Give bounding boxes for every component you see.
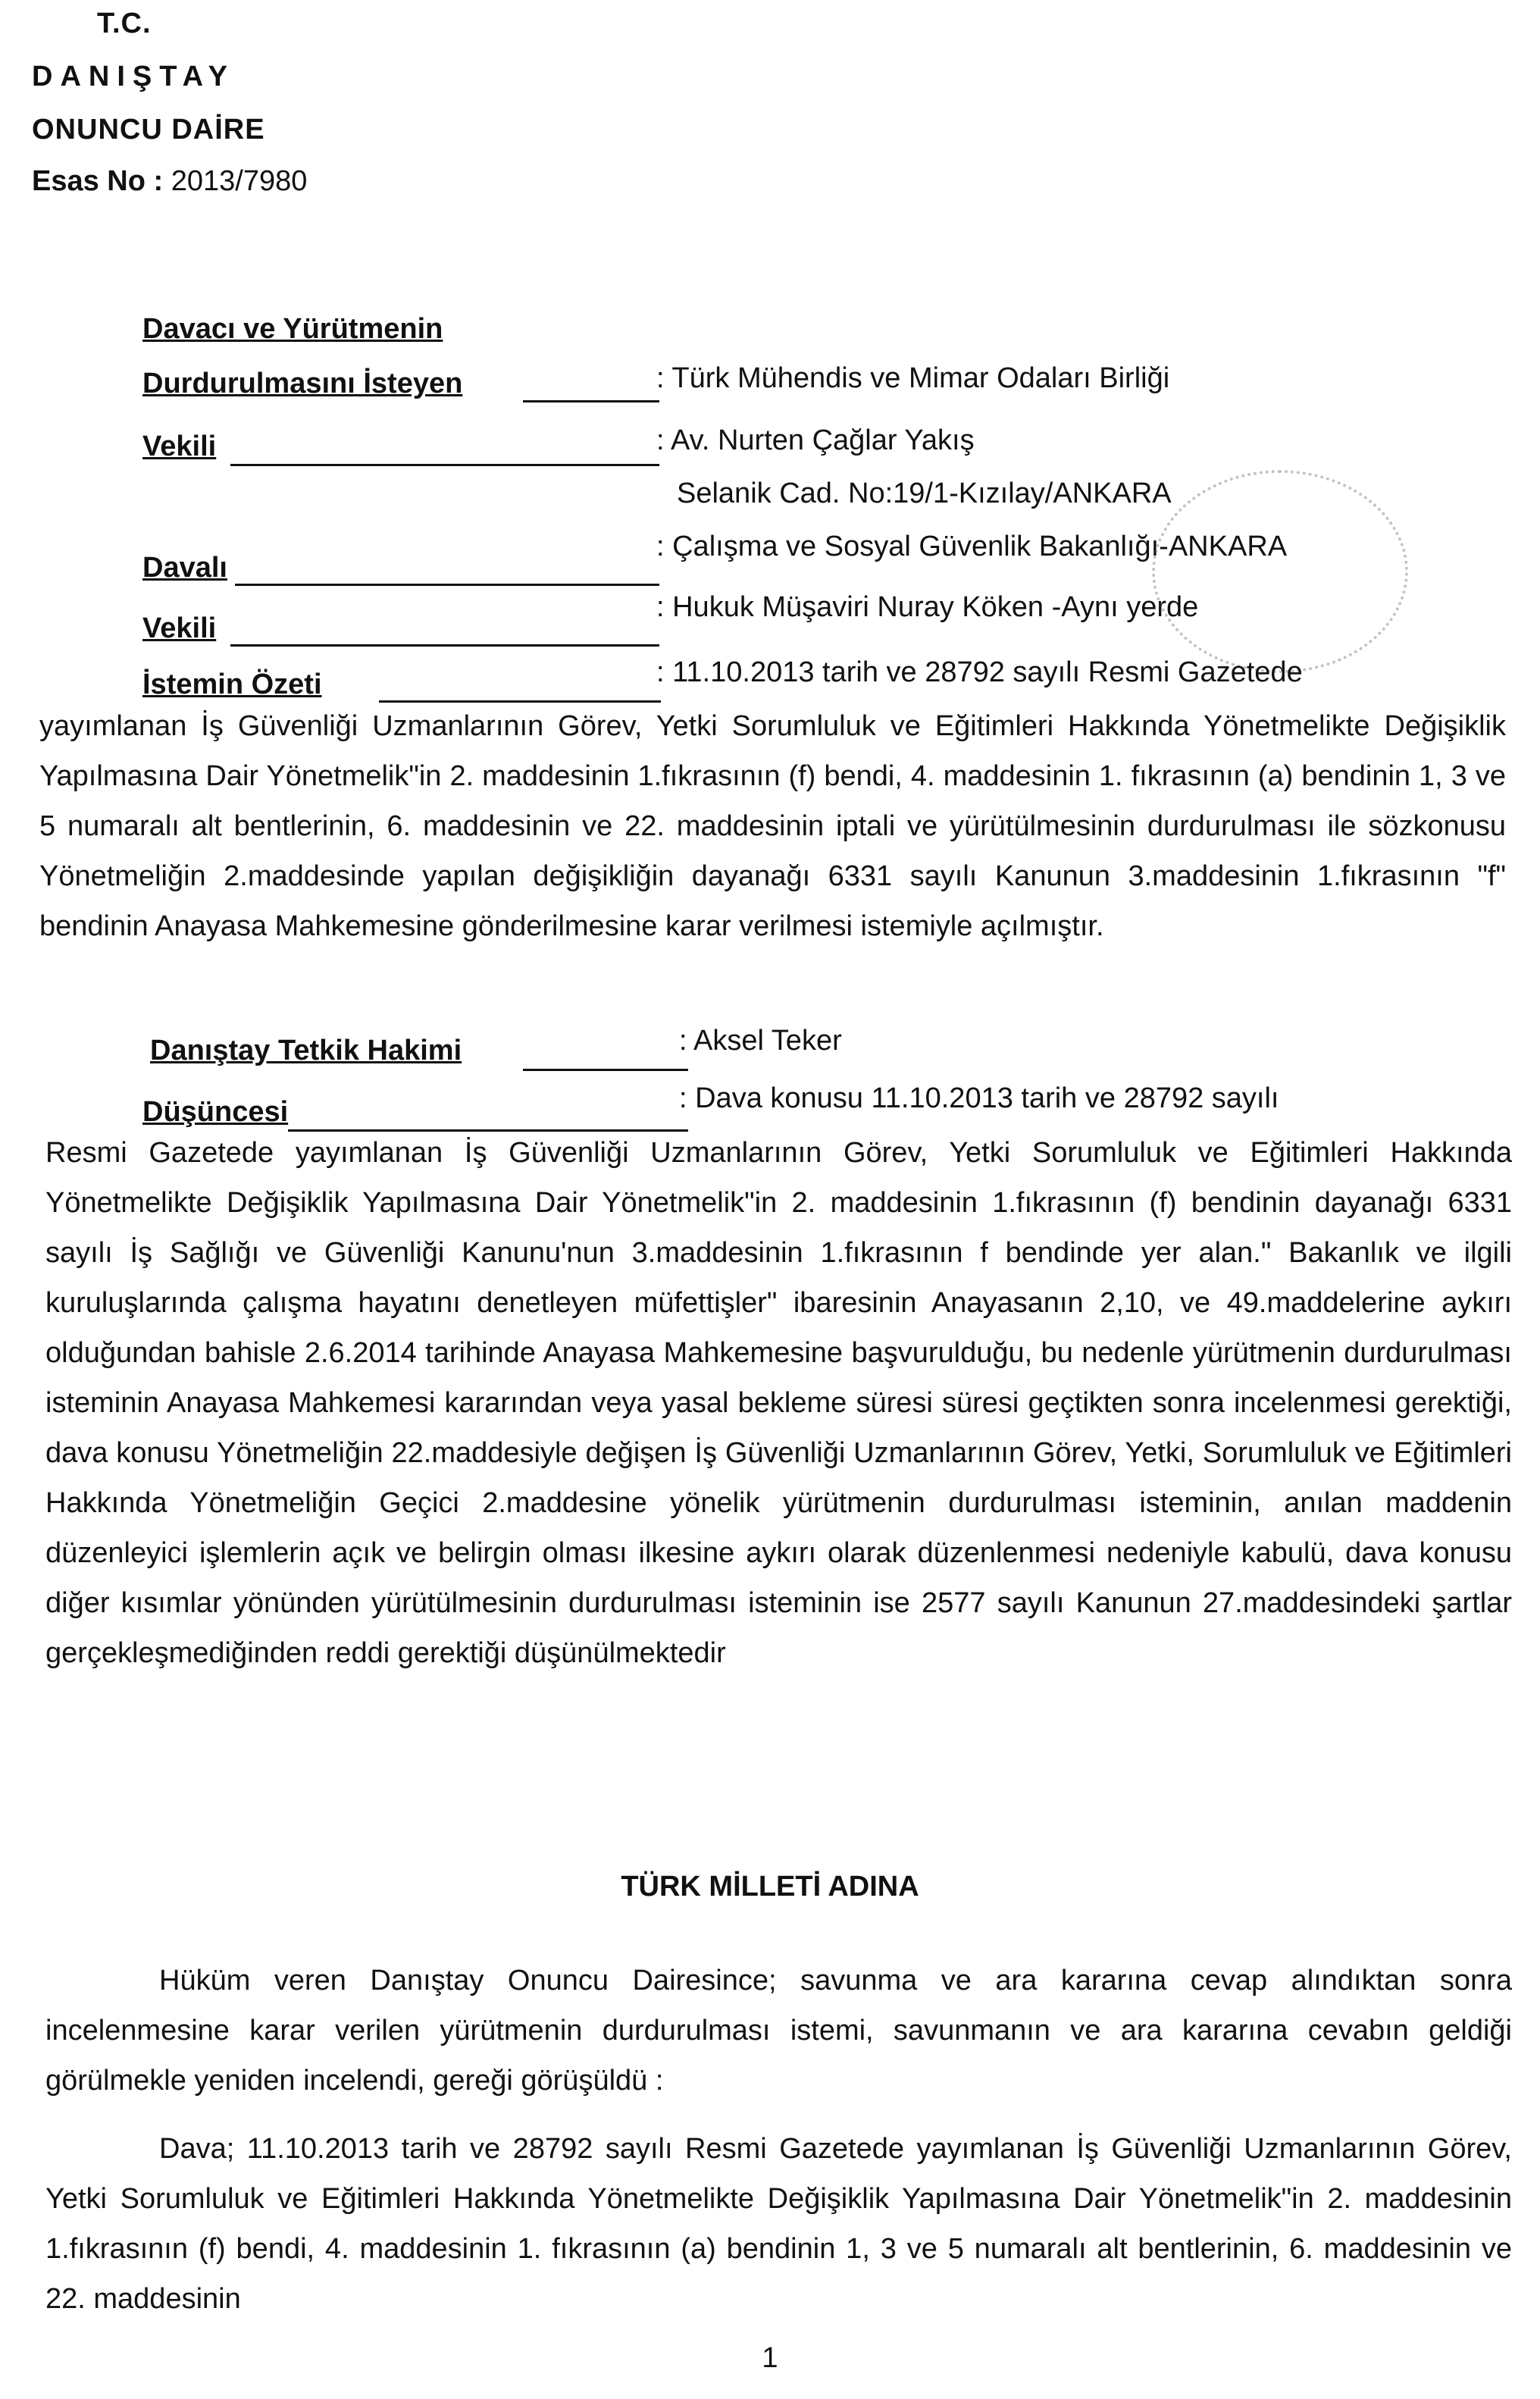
- decision-paragraph-2: Dava; 11.10.2013 tarih ve 28792 sayılı Resmi Gazetede yayımlanan İş Güvenliği Uzmanlarının Görev, Yetki Sorumluluk ve Eğitimleri Hakkında Yönetmelikte Değişiklik Yapılmasına Dair Yönetmelik"in 2. maddesinin 1.fıkrasının (f) bendi, 4. maddesinin 1. fıkrasının (a) bendinin 1, 3 ve 5 numaralı alt bentlerinin, 6. maddesinin ve 22. maddesinin: [45, 2133, 1512, 2315]
- opinion-text: Resmi Gazetede yayımlanan İş Güvenliği Uzmanlarının Görev, Yetki Sorumluluk ve Eğitimleri Hakkında Yönetmelikte Değişiklik Yapılmasına Dair Yönetmelik"in 2. maddesinin 1.fıkrasının (f) bendinin dayanağı 6331 sayılı İş Sağlığı ve Güvenliği Kanunu'nun 3.maddesinin 1.fıkrasının f bendinde yer alan." Bakanlık ve ilgili kuruluşlarında çalışma hayatını denetleyen müfettişler" ibaresinin Anayasanın 2,10, ve 49.maddelerine aykırı olduğundan bahisle 2.6.2014 tarihinde Anayasa Mahkemesine başvurulduğu, bu nedenle yürütmenin durdurulması isteminin Anayasa Mahkemesi kararından veya yasal bekleme süresi süresi geçtikten sonra incelenmesi gerektiği, dava konusu Yönetmeliğin 22.maddesiyle değişen İş Güvenliği Uzmanlarının Görev, Yetki, Sorumluluk ve Eğitimleri Hakkında Yönetmeliğin Geçici 2.maddesine yönelik yürütmenin durdurulması isteminin, anılan maddenin düzenleyici işlemlerin açık ve belirgin olması ilkesine aykırı olarak düzenlenmesi nedeniyle kabulü, dava konusu diğer kısımlar yönünden yürütülmesinin durdurulması isteminin ise 2577 sayılı Kanunun 27.maddesindeki şartlar gerçekleşmediğinden reddi gerektiği düşünülmektedir: [45, 1137, 1512, 1669]
- summary-text: yayımlanan İş Güvenliği Uzmanlarının Görev, Yetki Sorumluluk ve Eğitimleri Hakkında Yönetmelikte Değişiklik Yapılmasına Dair Yönetmelik"in 2. maddesinin 1.fıkrasının (f) bendi, 4. maddesinin 1. fıkrasının (a) bendinin 1, 3 ve 5 numaralı alt bentlerinin, 6. maddesinin ve 22. maddesinin iptali ve yürütülmesinin durdurulması ile sözkonusu Yönetmeliğin 2.maddesinde yapılan değişikliğin dayanağı 6331 sayılı Kanunun 3.maddesinin 1.fıkrasının "f" bendinin Anayasa Mahkemesine gönderilmesine karar verilmesi istemiyle açılmıştır.: [39, 710, 1506, 942]
- plaintiff-rep-value: : Av. Nurten Çağlar Yakış: [656, 424, 975, 456]
- plaintiff-rep-address: Selanik Cad. No:19/1-Kızılay/ANKARA: [677, 478, 1172, 509]
- opinion-label: Düşüncesi: [142, 1096, 289, 1128]
- header-court: DANIŞTAY: [32, 61, 235, 92]
- page-number: 1: [762, 2342, 778, 2374]
- defendant-value: : Çalışma ve Sosyal Güvenlik Bakanlığı-ANKARA: [656, 531, 1288, 562]
- plaintiff-label-line2: Durdurulmasını İsteyen: [142, 368, 463, 399]
- opinion-first-line: : Dava konusu 11.10.2013 tarih ve 28792 sayılı: [679, 1082, 1279, 1114]
- file-number-value: 2013/7980: [171, 165, 308, 197]
- defendant-rep-value: : Hukuk Müşaviri Nuray Köken -Aynı yerde: [656, 591, 1199, 623]
- header-chamber: ONUNCU DAİRE: [32, 114, 265, 146]
- summary-label: İstemin Özeti: [142, 669, 322, 700]
- plaintiff-value: : Türk Mühendis ve Mimar Odaları Birliği: [656, 362, 1170, 394]
- plaintiff-rule: [523, 400, 659, 402]
- plaintiff-rep-label: Vekili: [142, 431, 217, 462]
- defendant-rule: [235, 584, 659, 586]
- file-number-label: Esas No :: [32, 165, 164, 197]
- plaintiff-rep-rule: [230, 464, 659, 466]
- decision-paragraph-1: Hüküm veren Danıştay Onuncu Dairesince; savunma ve ara kararına cevap alındıktan sonra incelenmesine karar verilen yürütmenin durdurulması istemi, savunmanın ve ara kararına cevabın geldiği görülmekle yeniden incelendi, gereği görüşüldü :: [45, 1965, 1512, 2097]
- plaintiff-label-line1: Davacı ve Yürütmenin: [142, 313, 443, 345]
- summary-first-line: : 11.10.2013 tarih ve 28792 sayılı Resmi Gazetede: [656, 656, 1303, 688]
- file-number: [32, 165, 307, 198]
- official-seal-stamp: [1152, 470, 1408, 673]
- defendant-rep-rule: [230, 644, 659, 647]
- judge-rule: [523, 1069, 688, 1071]
- defendant-rep-label: Vekili: [142, 612, 217, 644]
- judge-label: Danıştay Tetkik Hakimi: [150, 1035, 462, 1066]
- defendant-label: Davalı: [142, 552, 227, 584]
- header-tc: T.C.: [97, 8, 152, 39]
- judge-value: : Aksel Teker: [679, 1025, 842, 1057]
- decision-title: TÜRK MİLLETİ ADINA: [621, 1871, 919, 1903]
